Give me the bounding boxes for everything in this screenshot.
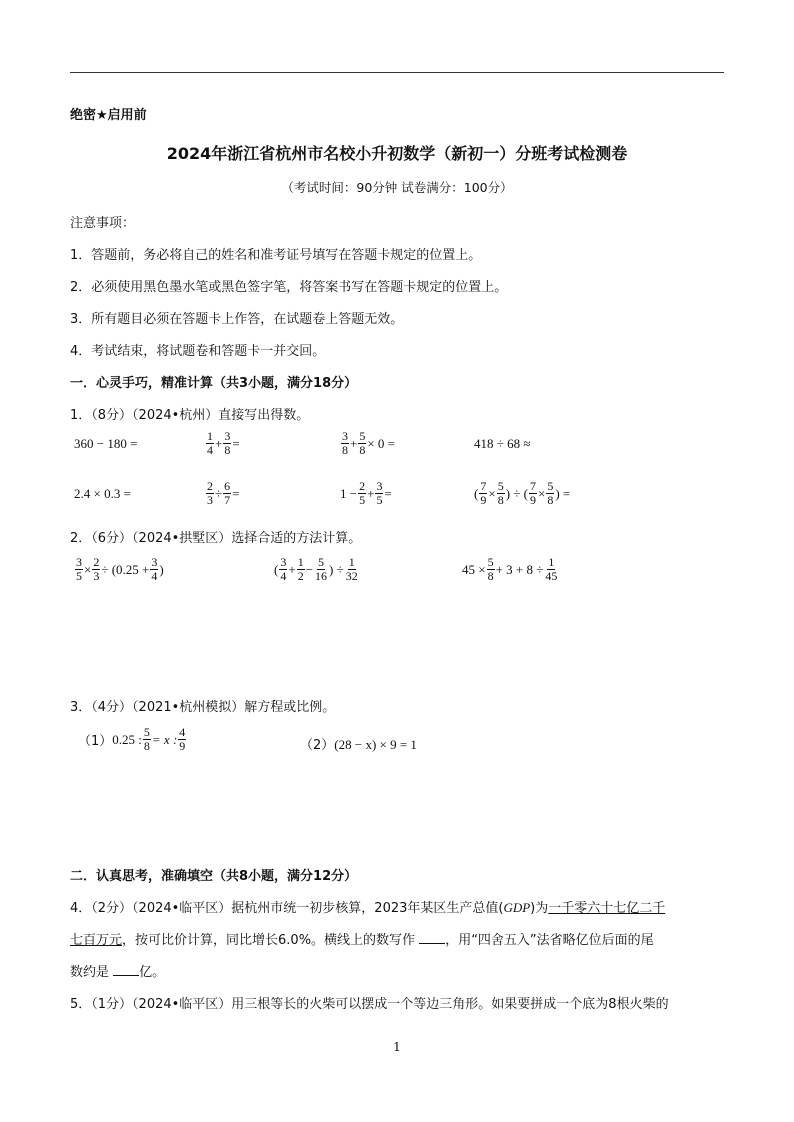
question-5-text: 5．（1分）（2024•临平区）用三根等长的火柴可以摆成一个等边三角形。如果要拼成一个底为8根火柴的 (70, 997, 669, 1012)
q1-expr-8: ( $\frac{7}{9}$ × $\frac{5}{8}$ ) ÷ ( $\frac{7}{9}$ × $\frac{5}{8}$ ) = (474, 479, 571, 507)
q1-expr-6: $\frac{2}{3}$ ÷ $\frac{6}{7}$ = (207, 479, 240, 507)
q1-expr-5: 2.4 × 0.3 = (74, 486, 131, 501)
q1-expr-4: 418 ÷ 68 ≈ (474, 436, 531, 451)
q1-expr-3: $\frac{3}{8}$ + $\frac{5}{8}$ × 0 = (342, 429, 396, 457)
question-2-text: 2．（6分）（2024•拱墅区）选择合适的方法计算。 (70, 531, 362, 546)
page-title: 2024年浙江省杭州市名校小升初数学（新初一）分班考试检测卷 (166, 144, 628, 163)
note-item: 4．考试结束，将试题卷和答题卡一并交回。 (70, 344, 326, 359)
confidential-label: 绝密★启用前 (70, 108, 147, 123)
page-number: 1 (393, 1040, 401, 1054)
section1-heading: 一．心灵手巧，精准计算（共3小题，满分18分） (70, 376, 358, 391)
answer-blank[interactable] (113, 965, 139, 976)
q1-expr-7: 1 − $\frac{2}{5}$ + $\frac{3}{5}$ = (340, 479, 392, 507)
question-4-line-1: 4．（2分）（2024•临平区）据杭州市统一初步核算，2023年某区生产总值(GDP)为一千零六十七亿二千 (70, 900, 666, 916)
answer-blank[interactable] (419, 933, 445, 944)
q1-expr-2: $\frac{1}{4}$ + $\frac{3}{8}$ = (207, 429, 240, 457)
question-3-text: 3．（4分）（2021•杭州模拟）解方程或比例。 (70, 700, 336, 715)
q2-expr-2: ( $\frac{3}{4}$ + $\frac{1}{2}$ − $\frac{5}{16}$ ) ÷ $\frac{1}{32}$ (274, 555, 358, 583)
q3-part-2: （2）(28 − x) × 9 = 1 (300, 737, 417, 753)
note-item: 1．答题前，务必将自己的姓名和准考证号填写在答题卡规定的位置上。 (70, 248, 482, 263)
question-4-line-2: 七百万元，按可比价计算，同比增长6.0%。横线上的数写作 ，用“四舍五入”法省略亿位后面的尾 (70, 933, 654, 948)
question-1-text: 1．（8分）（2024•杭州）直接写出得数。 (70, 408, 310, 423)
q2-expr-1: $\frac{3}{5}$ × $\frac{2}{3}$ ÷ (0.25 + $\frac{3}{4}$ ) (76, 555, 164, 583)
question-4-line-3: 数约是 亿。 (70, 965, 166, 980)
q2-expr-3: 45 × $\frac{5}{8}$ + 3 + 8 ÷ $\frac{1}{45}$ (462, 555, 558, 583)
exam-info: （考试时间：90分钟 试卷满分：100分） (281, 180, 513, 195)
notes-heading: 注意事项： (70, 216, 136, 231)
note-item: 3．所有题目必须在答题卡上作答，在试题卷上答题无效。 (70, 312, 404, 327)
q3-part-1: （1） 0.25 : $\frac{5}{8}$ = x : $\frac{4}{9}$ (78, 725, 186, 753)
note-item: 2．必须使用黑色墨水笔或黑色签字笔，将答案书写在答题卡规定的位置上。 (70, 280, 508, 295)
q1-expr-1: 360 − 180 = (74, 436, 138, 451)
header-rule (70, 72, 724, 73)
section2-heading: 二．认真思考，准确填空（共8小题，满分12分） (70, 869, 358, 884)
